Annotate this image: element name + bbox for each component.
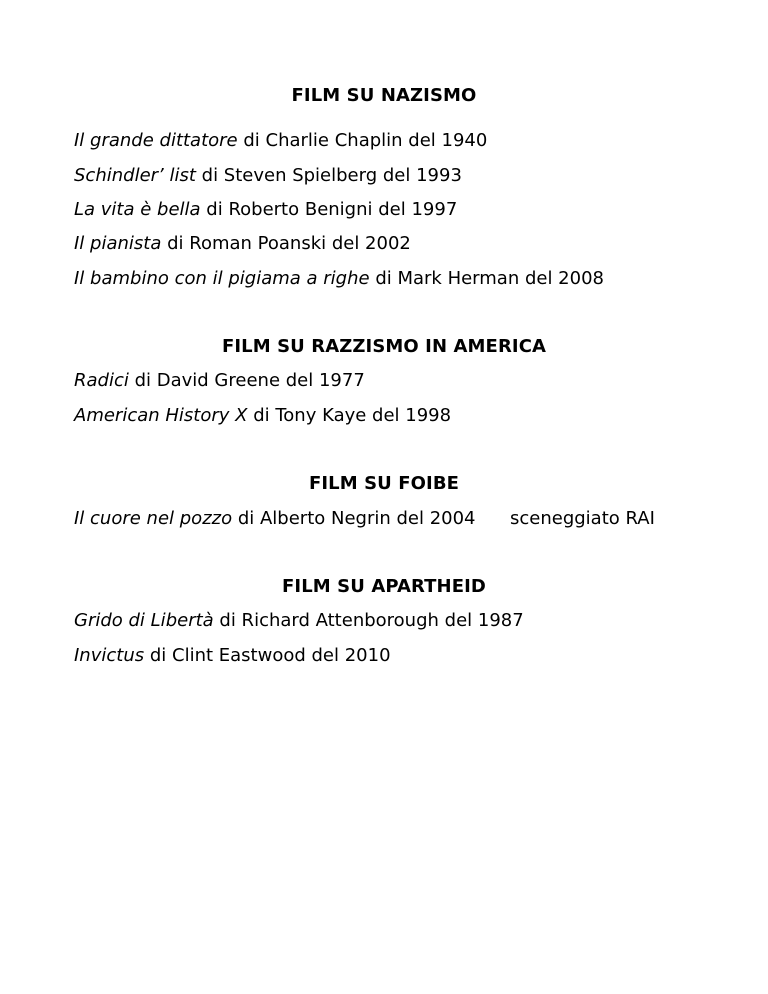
film-details: di Alberto Negrin del 2004 (232, 508, 476, 529)
film-title: Radici (74, 370, 129, 391)
section-heading-razzismo: FILM SU RAZZISMO IN AMERICA (221, 336, 547, 357)
film-details: di Roman Poanski del 2002 (161, 233, 411, 254)
film-title: Il pianista (74, 233, 162, 254)
film-details: di David Greene del 1977 (128, 370, 365, 391)
film-details: di Charlie Chaplin del 1940 (237, 130, 488, 151)
film-title: Invictus (74, 645, 145, 666)
film-entry (74, 130, 487, 152)
film-details: di Richard Attenborough del 1987 (213, 610, 524, 631)
film-title: American History X (74, 405, 248, 426)
film-details: di Roberto Benigni del 1997 (200, 199, 458, 220)
section-heading-apartheid: FILM SU APARTHEID (282, 576, 486, 597)
film-details: di Steven Spielberg del 1993 (195, 165, 462, 186)
film-entry (74, 610, 524, 632)
film-entry (74, 508, 476, 530)
film-title: Grido di Libertà (74, 610, 214, 631)
film-entry (74, 645, 391, 667)
film-note: sceneggiato RAI (510, 508, 655, 529)
film-entry (74, 233, 411, 255)
film-title: Il bambino con il pigiama a righe (74, 268, 370, 289)
film-title: Schindler’ list (74, 165, 196, 186)
section-heading-foibe: FILM SU FOIBE (308, 473, 460, 494)
film-entry (74, 370, 365, 392)
film-title: Il cuore nel pozzo (74, 508, 233, 529)
film-title: La vita è bella (74, 199, 201, 220)
film-details: di Tony Kaye del 1998 (247, 405, 452, 426)
film-entry (74, 165, 462, 187)
film-details: di Clint Eastwood del 2010 (144, 645, 391, 666)
film-title: Il grande dittatore (74, 130, 238, 151)
film-details: di Mark Herman del 2008 (369, 268, 604, 289)
section-heading-nazismo: FILM SU NAZISMO (291, 85, 477, 106)
film-entry (74, 405, 451, 427)
film-entry (74, 268, 604, 290)
film-entry (74, 199, 457, 221)
